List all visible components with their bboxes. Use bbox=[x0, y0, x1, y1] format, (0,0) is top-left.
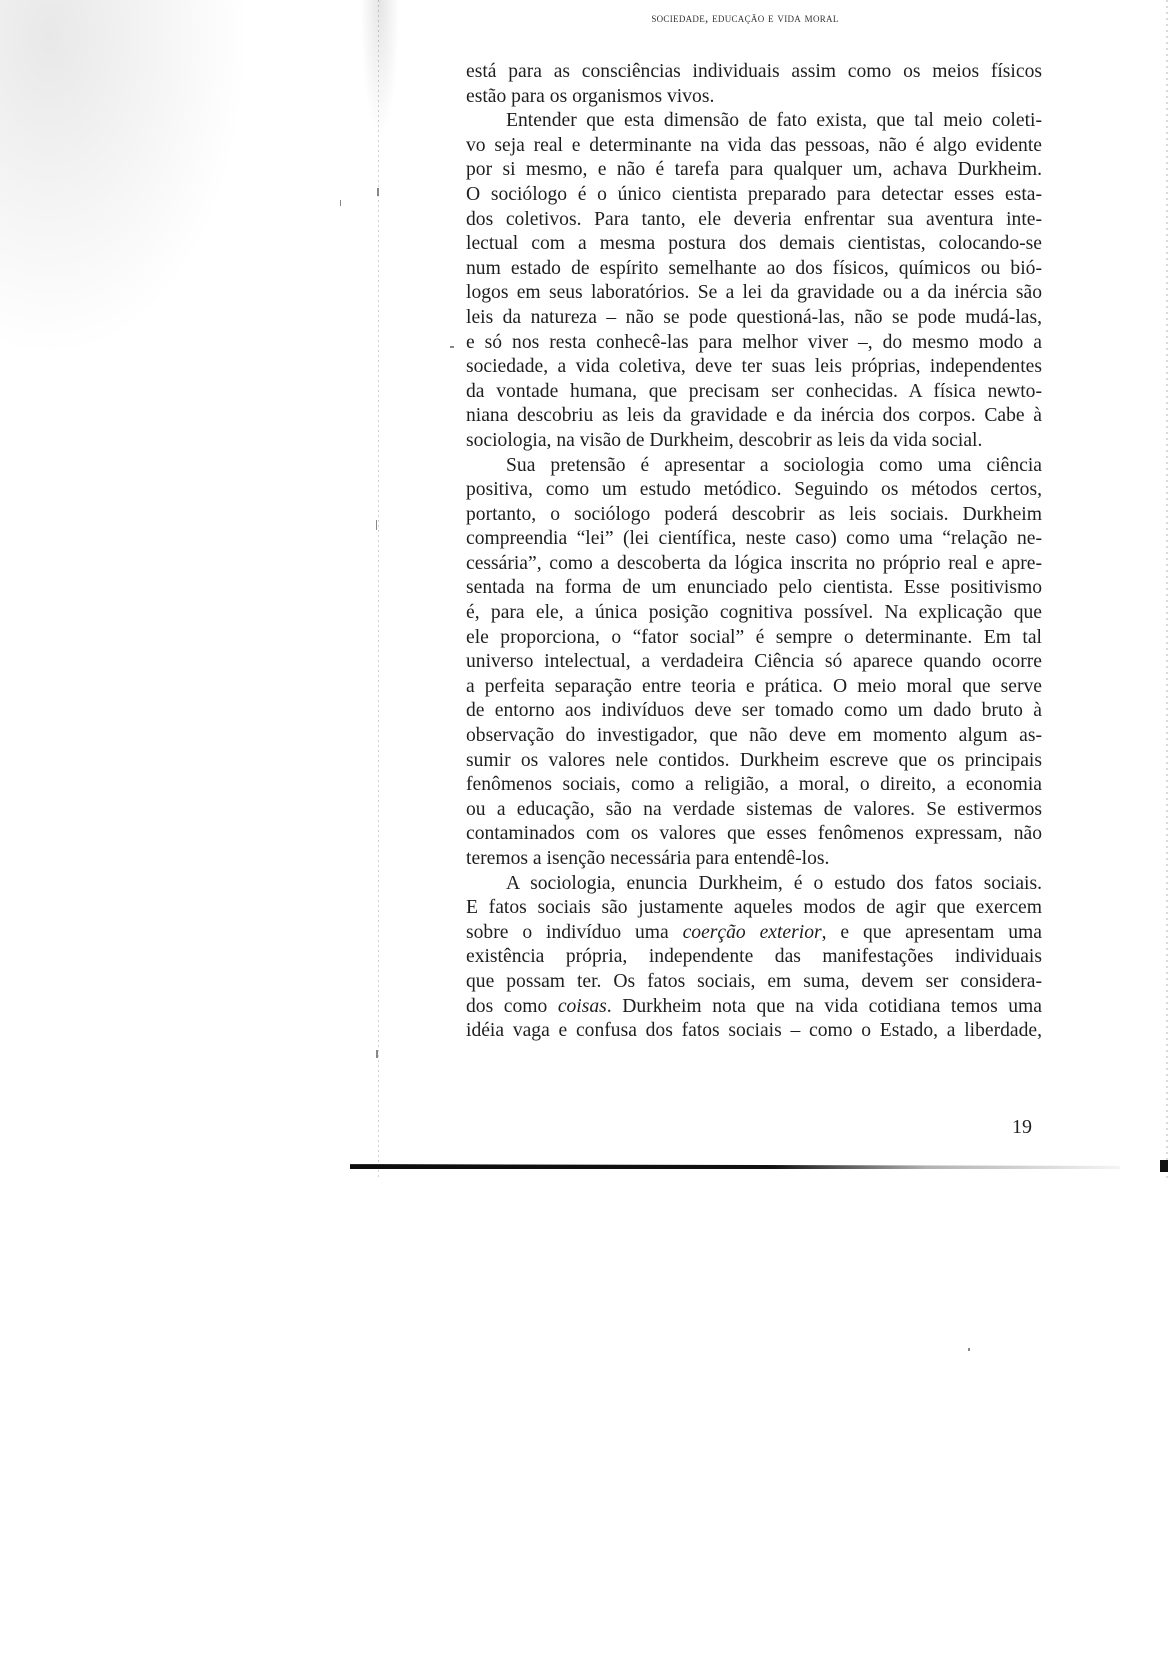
page-number: 19 bbox=[1012, 1116, 1032, 1138]
text-run: , e que apresentam uma bbox=[821, 921, 1042, 943]
scan-shadow-left bbox=[0, 0, 250, 360]
text-line: portanto, o sociólogo poderá descobrir as leis sociais. Durkheim bbox=[466, 503, 1042, 525]
text-line: sumir os valores nele contidos. Durkheim escreve que os principais bbox=[466, 749, 1042, 771]
text-line: fenômenos sociais, como a religião, a moral, o direito, a economia bbox=[466, 774, 1042, 796]
text-line: está para as consciências individuais assim como os meios físicos bbox=[466, 61, 1042, 82]
text-line: Sua pretensão é apresentar a sociologia como uma ciência bbox=[506, 454, 1042, 476]
text-line: O sociólogo é o único cientista preparado para detectar esses esta- bbox=[466, 183, 1042, 205]
text-line: leis da natureza – não se pode questioná-las, não se pode mudá-las, bbox=[466, 306, 1042, 328]
body-text bbox=[466, 60, 1042, 1044]
text-line bbox=[466, 921, 1042, 946]
text-line: dos coletivos. Para tanto, ele deveria enfrentar sua aventura inte- bbox=[466, 208, 1042, 230]
text-line: lectual com a mesma postura dos demais cientistas, colocando-se bbox=[466, 233, 1042, 255]
gutter-shadow bbox=[360, 0, 400, 140]
text-line: ele proporciona, o “fator social” é sempre o determinante. Em tal bbox=[466, 626, 1042, 648]
text-line: da vontade humana, que precisam ser conhecidas. A física newto- bbox=[466, 380, 1042, 402]
text-line: existência própria, independente das manifestações individuais bbox=[466, 946, 1042, 968]
stray-mark bbox=[968, 1348, 970, 1351]
stray-mark bbox=[377, 188, 379, 196]
text-run: . Durkheim nota que na vida cotidiana temos uma bbox=[606, 995, 1042, 1017]
bottom-rule-end bbox=[1160, 1160, 1168, 1172]
text-line bbox=[466, 995, 1042, 1020]
text-line: positiva, como um estudo metódico. Seguindo os métodos certos, bbox=[466, 479, 1042, 501]
text-line: ou a educação, são na verdade sistemas de valores. Se estivermos bbox=[466, 798, 1042, 820]
stray-mark bbox=[376, 520, 377, 530]
text-line: E fatos sociais são justamente aqueles modos de agir que exercem bbox=[466, 897, 1042, 919]
text-line: é, para ele, a única posição cognitiva possível. Na explicação que bbox=[466, 602, 1042, 624]
text-line: por si mesmo, e não é tarefa para qualquer um, achava Durkheim. bbox=[466, 159, 1042, 181]
text-line: idéia vaga e confusa dos fatos sociais – como o Estado, a liberdade, bbox=[466, 1020, 1042, 1042]
text-line: vo seja real e determinante na vida das pessoas, não é algo evidente bbox=[466, 134, 1042, 156]
text-run: dos como bbox=[466, 995, 558, 1017]
text-line: niana descobriu as leis da gravidade e da inércia dos corpos. Cabe à bbox=[466, 405, 1042, 427]
text-line: universo intelectual, a verdadeira Ciência só aparece quando ocorre bbox=[466, 651, 1042, 673]
italic-term: coerção exterior bbox=[682, 921, 822, 943]
text-line: observação do investigador, que não deve em momento algum as- bbox=[466, 725, 1042, 747]
text-line: a perfeita separação entre teoria e prática. O meio moral que serve bbox=[466, 675, 1042, 697]
text-line: num estado de espírito semelhante ao dos físicos, químicos ou bió- bbox=[466, 257, 1042, 279]
text-line: compreendia “lei” (lei científica, neste caso) como uma “relação ne- bbox=[466, 528, 1042, 550]
stray-mark bbox=[450, 346, 454, 348]
text-line: cessária”, como a descoberta da lógica inscrita no próprio real e apre- bbox=[466, 552, 1042, 574]
text-run: sobre o indivíduo uma bbox=[466, 921, 683, 943]
text-line: que possam ter. Os fatos sociais, em suma, devem ser considera- bbox=[466, 970, 1042, 992]
text-line: logos em seus laboratórios. Se a lei da gravidade ou a da inércia são bbox=[466, 282, 1042, 304]
text-line: sociologia, na visão de Durkheim, descobrir as leis da vida social. bbox=[466, 429, 983, 451]
stray-mark bbox=[376, 1050, 378, 1058]
bottom-rule bbox=[350, 1162, 1120, 1169]
text-line: estão para os organismos vivos. bbox=[466, 85, 715, 107]
running-head: sociedade, educação e vida moral bbox=[651, 10, 839, 25]
text-line: de entorno aos indivíduos deve ser tomado como um dado bruto à bbox=[466, 700, 1042, 722]
text-line: teremos a isenção necessária para entendê-los. bbox=[466, 848, 830, 869]
stray-mark bbox=[340, 200, 341, 206]
text-line: e só nos resta conhecê-las para melhor viver –, do mesmo modo a bbox=[466, 331, 1042, 353]
text-line: sentada na forma de um enunciado pelo cientista. Esse positivismo bbox=[466, 577, 1042, 599]
italic-term: coisas bbox=[557, 995, 607, 1017]
text-line: Entender que esta dimensão de fato exista, que tal meio coleti- bbox=[506, 110, 1042, 132]
text-line: A sociologia, enuncia Durkheim, é o estudo dos fatos sociais. bbox=[506, 872, 1042, 894]
page-left-edge bbox=[378, 0, 379, 1180]
text-line: sociedade, a vida coletiva, deve ter suas leis próprias, independentes bbox=[466, 356, 1042, 378]
text-line: contaminados com os valores que esses fenômenos expressam, não bbox=[466, 823, 1042, 845]
